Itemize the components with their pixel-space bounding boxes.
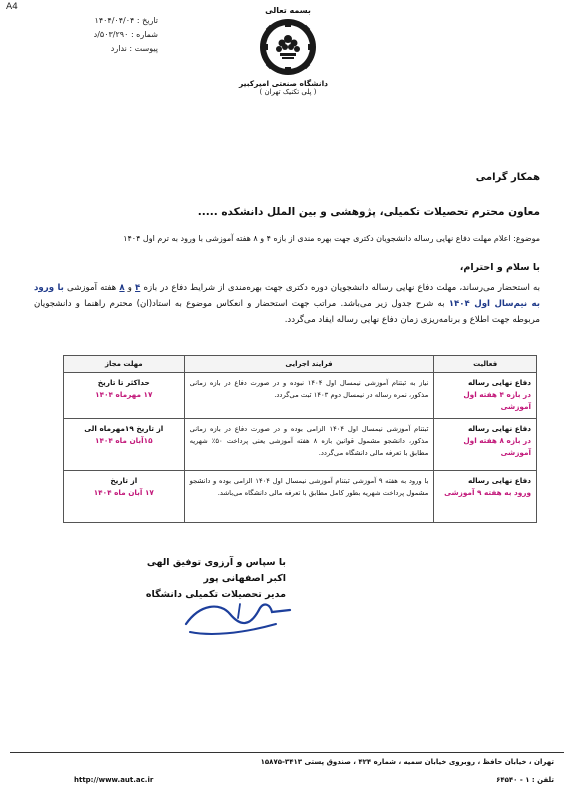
deadline-date: ۱۵آبان ماه ۱۴۰۴ [94,436,153,445]
footer-divider [10,752,564,753]
process-cell: ثبتنام آموزشی نیمسال اول ۱۴۰۴ الزامی بوده و در صورت دفاع در بازه زمانی مذکور، دانشجو مشمول قوانین بازه ۸ هفته آموزشی یعنی پرداخت ۵۰٪ شهریه مطابق با تعرفه مالی دانشگاه می‌گردد. [184,419,434,471]
attachment-value: ندارد [110,44,127,53]
deadline-cell [64,419,185,471]
deadline-text: از تاریخ [110,476,138,485]
deadline-cell [64,373,185,419]
activity-title: دفاع نهایی رساله [467,424,531,433]
deadline-date: ۱۷ مهرماه ۱۴۰۴ [95,390,153,399]
process-cell: با ورود به هفته ۹ آموزشی ثبتنام آموزشی نیمسال اول ۱۴۰۴ الزامی بوده و دانشجو مشمول پرداخت شهریه بطور کامل مطابق با تعرفه مالی دانشگاه می‌باشد. [184,471,434,523]
attachment-row [8,42,158,56]
letter-meta [8,14,158,56]
table-row [64,419,537,471]
activity-sub: ورود به هفته ۹ آموزشی [444,488,531,497]
activity-cell [434,373,537,419]
activity-title: دفاع نهایی رساله [467,378,531,387]
salutation: با سلام و احترام، [459,262,540,273]
header-process: فرایند اجرایی [184,356,434,373]
date-row [8,14,158,28]
handwritten-signature-icon [180,594,300,640]
date-value: ۱۴۰۴/۰۴/۰۴ [94,16,135,25]
body-weeks-4: ۴ [135,283,141,293]
header-activity: فعالیت [434,356,537,373]
deadline-text: حداکثر تا تاریخ [97,378,150,387]
body-and: و [124,283,136,293]
schedule-table [63,355,537,523]
deadline-cell [64,471,185,523]
body-part-3: به شرح جدول زیر می‌باشد. مراتب جهت استحضار و انعکاس موضوع به استاد(ان) محترم راهنما و دانشجویان مربوطه جهت اطلاع و برنامه‌ریزی زمان دفاع نهایی رساله ایفاد می‌گردد. [34,299,540,325]
body-part-1: به استحضار می‌رساند، مهلت دفاع نهایی رساله دانشجویان دوره دکتری جهت بهره‌مندی از شرایط دفاع در بازه [140,283,540,293]
university-emblem-icon [258,17,318,77]
signer-name: اکبر اصفهانی پور [203,573,286,584]
footer-phone: تلفن : ۱ - ۶۴۵۴۰ [496,776,554,784]
table-row [64,471,537,523]
greeting: همکار گرامی [475,172,540,183]
number-row [8,28,158,42]
header-deadline: مهلت مجاز [64,356,185,373]
closing-line: با سپاس و آرزوی توفیق الهی [146,557,286,568]
bismillah: بسمه تعالی [265,6,311,15]
date-label: تاریخ : [136,16,158,25]
letter-body [34,280,540,328]
deadline-text: از تاریخ ۱۹مهرماه الی [84,424,164,433]
attachment-label: پیوست : [129,44,158,53]
university-subname: ( پلی تکنیک تهران ) [259,88,317,96]
body-part-2: هفته آموزشی [63,283,120,293]
body-weeks-8: ۸ [119,283,125,293]
deadline-date: ۱۷ آبان ماه ۱۴۰۴ [93,488,154,497]
activity-cell [434,419,537,471]
footer-contact-row [14,776,554,784]
subject-line: موضوع: اعلام مهلت دفاع نهایی رساله دانشجویان دکتری جهت بهره مندی از بازه ۴ و ۸ هفته آموزشی با ورود به ترم اول ۱۴۰۴ [123,234,540,243]
activity-cell [434,471,537,523]
footer-address: تهران ، خیابان حافظ ، روبروی خیابان سمیه ، شماره ۴۲۴ ، صندوق پستی ۳۴۱۳-۱۵۸۷۵ [260,758,554,766]
process-cell: نیاز به ثبتنام آموزشی نیمسال اول ۱۴۰۴ نبوده و در صورت دفاع در بازه زمانی مذکور، نمره رساله در نیمسال دوم ۱۴۰۳ ثبت می‌گردد. [184,373,434,419]
signer-title: مدیر تحصیلات تکمیلی دانشگاه [145,589,286,600]
table-row [64,373,537,419]
activity-sub: در بازه ۴ هفته اول آموزشی [463,390,531,411]
page-size-label: A4 [6,2,18,12]
table-header-row [64,356,537,373]
activity-title: دفاع نهایی رساله [467,476,531,485]
number-value: ۵۰۳/۲۹۰/د [93,30,129,39]
recipient: معاون محترم تحصیلات تکمیلی، پژوهشی و بین الملل دانشکده ..... [197,206,540,218]
university-logo-block [239,6,328,96]
activity-sub: در بازه ۸ هفته اول آموزشی [463,436,531,457]
university-name: دانشگاه صنعتی امیرکبیر [239,79,328,88]
footer-website[interactable]: http://www.aut.ac.ir [74,776,154,784]
number-label: شماره : [130,30,158,39]
body-highlight: با ورود به نیم‌سال اول ۱۴۰۴ [34,283,540,309]
